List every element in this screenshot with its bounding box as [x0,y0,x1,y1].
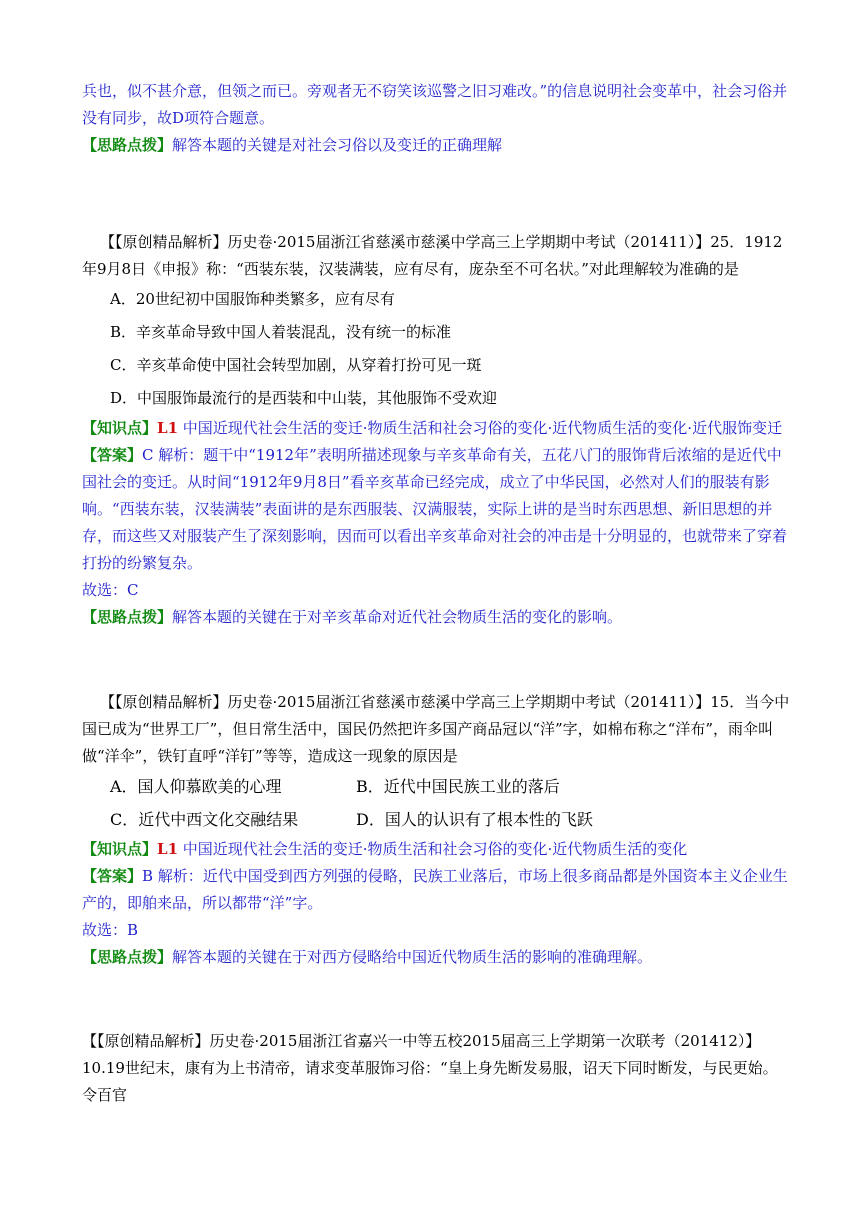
tip-tag: 【思路点拨】 [82,948,173,966]
option-b: B．辛亥革命导致中国人着装混乱，没有统一的标准 [110,323,452,341]
knowledge-point-tag: 【知识点】 [82,840,158,858]
knowledge-code: L1 [157,840,178,858]
option-c: C．近代中西文化交融结果 [110,810,299,829]
question-10-stem: 10.19世纪末，康有为上书清帝，请求变革服饰习俗：“皇上身先断发易服，诏天下同时断发，与民更始。令百官 [82,1059,778,1104]
options-row-ab [82,770,790,803]
tip-line [82,944,790,971]
answer-explanation [82,863,790,917]
answer-choice: 故选：B [82,921,139,939]
answer-tag: 【答案】 [82,867,143,885]
option-c: C．辛亥革命使中国社会转型加剧，从穿着打扮可见一斑 [110,356,482,374]
question-25-stem: 25．1912年9月8日《申报》称：“西装东装，汉装满装，应有尽有，庞杂至不可名状。”对此理解较为准确的是 [82,233,783,278]
answer-tag: 【答案】 [82,446,143,464]
knowledge-point-text: 中国近现代社会生活的变迁·物质生活和社会习俗的变化·近代物质生活的变化 [178,840,688,858]
option-a: A．国人仰慕欧美的心理 [110,777,282,796]
answer-choice: 故选：C [82,581,139,599]
tip-text: 解答本题的关键在于对西方侵略给中国近代物质生活的影响的准确理解。 [172,948,653,966]
knowledge-point [82,836,790,863]
question-25-text [82,229,790,283]
question-10-text [82,1028,790,1109]
knowledge-point [82,415,790,442]
answer-text: C 解析：题干中“1912年”表明所描述现象与辛亥革命有关，五花八门的服饰背后浓缩的是近代中国社会的变迁。从时间“1912年9月8日”看辛亥革命已经完成，成立了中华民国，必然对人们的服装有影响。“西装东装，汉装满装”表面讲的是东西服装、汉满服装，实际上讲的是当时东西思想、新旧思想的并存，而这些又对服装产生了深刻影响，因而可以看出辛亥革命对社会的冲击是十分明显的，也就带来了穿着打扮的纷繁复杂。 [82,446,788,572]
knowledge-point-text: 中国近现代社会生活的变迁·物质生活和社会习俗的变化·近代物质生活的变化·近代服饰变迁 [178,419,783,437]
tip-tag: 【思路点拨】 [82,136,173,154]
option-a: A．20世纪初中国服饰种类繁多，应有尽有 [110,290,395,308]
knowledge-code: L1 [157,419,178,437]
question-25-source: 【【原创精品解析】历史卷·2015届浙江省慈溪市慈溪中学高三上学期期中考试（201411）】 [100,233,711,251]
answer-explanation [82,442,790,577]
question-10-source: 【【原创精品解析】历史卷·2015届浙江省嘉兴一中等五校2015届高三上学期第一次联考（201412）】 [82,1032,761,1050]
question-15-stem: 15．当今中国已成为“世界工厂”，但日常生活中，国民仍然把许多国产商品冠以“洋”字，如棉布称之“洋布”，雨伞叫做“洋伞”，铁钉直呼“洋钉”等等，造成这一现象的原因是 [82,693,790,765]
tip-tag: 【思路点拨】 [82,608,173,626]
answer-text: B 解析：近代中国受到西方列强的侵略，民族工业落后，市场上很多商品都是外国资本主义企业生产的，即舶来品，所以都带“洋”字。 [82,867,788,912]
option-d: D．中国服饰最流行的是西装和中山装，其他服饰不受欢迎 [110,389,498,407]
option-d: D．国人的认识有了根本性的飞跃 [356,810,593,829]
previous-answer-tail: 兵也，似不甚介意，但领之而已。旁观者无不窃笑该巡警之旧习难改。”的信息说明社会变革中，社会习俗并没有同步，故D项符合题意。 [82,82,788,127]
tip-text: 解答本题的关键在于对辛亥革命对近代社会物质生活的变化的影响。 [172,608,623,626]
question-15-text [82,689,790,770]
tip-line [82,604,790,631]
option-b: B．近代中国民族工业的落后 [356,777,560,796]
document-page [82,78,790,1109]
knowledge-point-tag: 【知识点】 [82,419,158,437]
tip-line [82,132,790,159]
question-15-source: 【【原创精品解析】历史卷·2015届浙江省慈溪市慈溪中学高三上学期期中考试（201411）】 [100,693,711,711]
options-row-cd [82,803,790,836]
tip-text: 解答本题的关键是对社会习俗以及变迁的正确理解 [172,136,503,154]
